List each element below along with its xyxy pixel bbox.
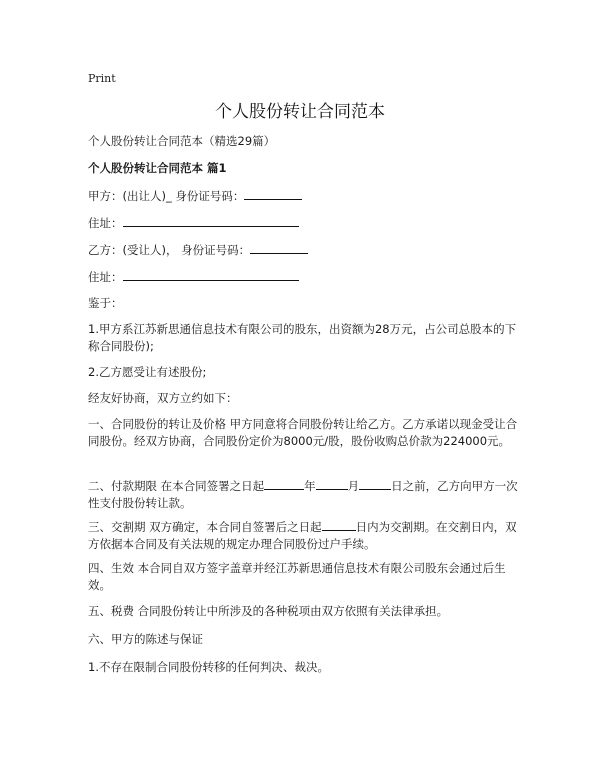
clause-2-part2: 日之前，乙方向甲方一次性支付股份转让款。 xyxy=(88,479,518,510)
party-a-line xyxy=(88,187,518,205)
whereas-item-2: 2.乙方愿受让有述股份; xyxy=(88,365,207,379)
whereas-label: 鉴于： xyxy=(88,296,123,310)
document-subtitle: 个人股份转让合同范本（精选29篇） xyxy=(88,134,276,148)
address-blank-b xyxy=(123,268,299,281)
year-blank xyxy=(264,477,304,490)
month-label: 月 xyxy=(347,479,360,493)
clause-5: 五、税费 合同股份转让中所涉及的各种税项由双方依照有关法律承担。 xyxy=(88,604,449,618)
clause-3-part1: 三、交割期 双方确定，本合同自签署后之日起 xyxy=(88,520,322,534)
document-title: 个人股份转让合同范本 xyxy=(215,102,385,122)
year-label: 年 xyxy=(304,479,316,493)
party-b-label: 乙方：(受让人)， 身份证号码： xyxy=(88,243,251,257)
whereas-item-1: 1.甲方系江苏新思通信息技术有限公司的股东，出资额为28万元，占公司总股本的下称合同股份); xyxy=(88,322,517,353)
address-b-label: 住址： xyxy=(88,270,123,284)
address-a-line xyxy=(88,214,518,232)
address-b-line xyxy=(88,268,518,286)
party-a-label: 甲方：(出让人)_ 身份证号码： xyxy=(88,189,245,203)
address-blank-a xyxy=(123,214,299,227)
clause-6: 六、甲方的陈述与保证 xyxy=(88,632,203,646)
party-b-line xyxy=(88,241,518,259)
clause-1: 一、合同股份的转让及价格 甲方同意将合同股份转让给乙方。乙方承诺以现金受让合同股份。经双方协商，合同股份定价为8000元/股，股份收购总价款为224000元。 xyxy=(88,417,518,448)
address-a-label: 住址： xyxy=(88,216,123,230)
day-blank xyxy=(359,477,391,490)
section-heading: 个人股份转让合同范本 篇1 xyxy=(88,161,227,175)
days-blank xyxy=(322,518,356,531)
clause-3 xyxy=(88,518,518,553)
id-number-blank-a xyxy=(244,187,302,200)
id-number-blank-b xyxy=(250,241,308,254)
clause-2 xyxy=(88,477,518,512)
month-blank xyxy=(316,477,348,490)
clause-4: 四、生效 本合同自双方签字盖章并经江苏新思通信息技术有限公司股东会通过后生效。 xyxy=(88,561,506,592)
clause-3-part2: 日内为交割期。在交割日内，双方依据本合同及有关法规的规定办理合同股份过户手续。 xyxy=(88,520,517,551)
clause-6-item-1: 1.不存在限制合同股份转移的任何判决、裁决。 xyxy=(88,660,329,674)
agreement-intro: 经友好协商，双方立约如下： xyxy=(88,391,238,405)
print-label: Print xyxy=(88,72,116,85)
clause-2-part1: 二、付款期限 在本合同签署之日起 xyxy=(88,479,265,493)
